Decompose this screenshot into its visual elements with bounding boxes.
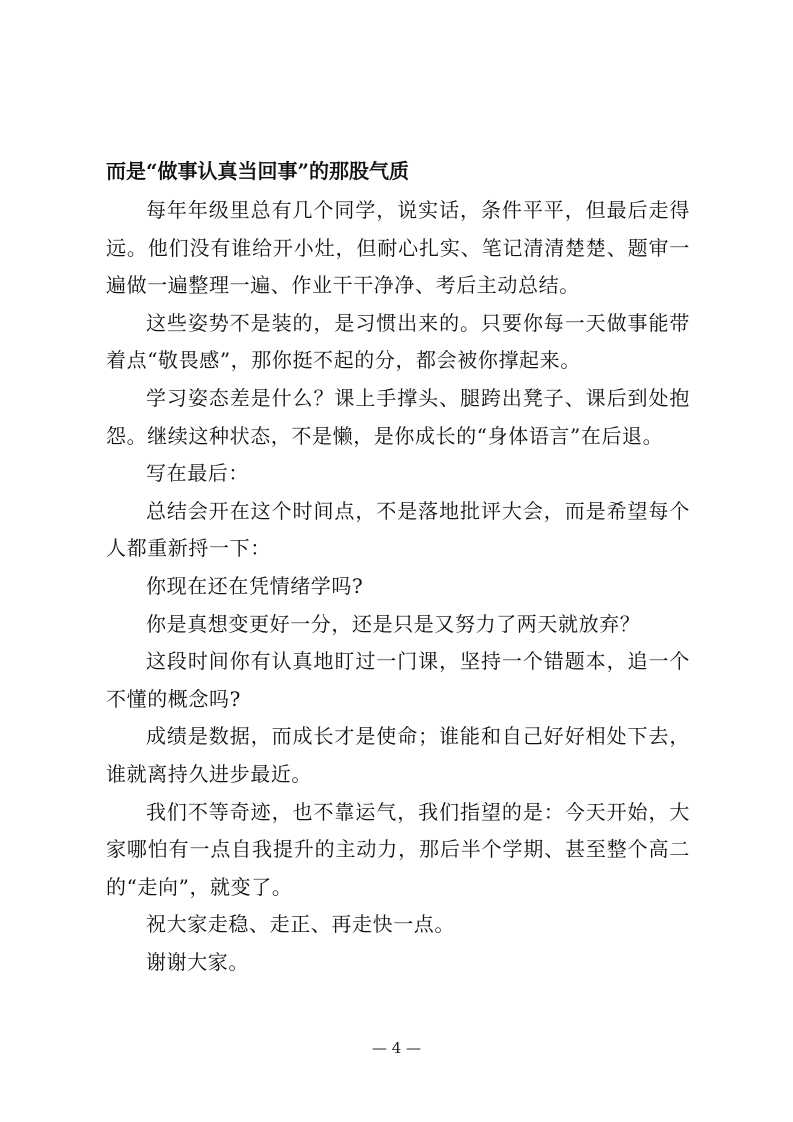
paragraph: 谢谢大家。 [146, 949, 249, 974]
paragraph: 成绩是数据，而成长才是使命；谁能和自己好好相处下去，谁就离持久进步最近。 [106, 724, 690, 786]
paragraph: 这段时间你有认真地盯过一门课，坚持一个错题本，追一个不懂的概念吗? [106, 649, 690, 711]
paragraph: 学习姿态差是什么？课上手撑头、腿跨出凳子、课后到处抱怨。继续这种状态，不是懒，是你成长的“身体语言”在后退。 [106, 385, 690, 448]
body-text [106, 192, 690, 981]
paragraph: 总结会开在这个时间点，不是落地批评大会，而是希望每个人都重新捋一下： [106, 498, 690, 561]
section-heading: 而是“做事认真当回事”的那股气质 [106, 159, 410, 183]
paragraph: 每年年级里总有几个同学，说实话，条件平平，但最后走得远。他们没有谁给开小灶，但耐心扎实、笔记清清楚楚、题审一遍做一遍整理一遍、作业干干净净、考后主动总结。 [106, 198, 690, 298]
paragraph: 祝大家走稳、走正、再走快一点。 [146, 912, 455, 937]
page-number: — 4 — [371, 1039, 422, 1057]
paragraph: 你现在还在凭情绪学吗? [146, 573, 364, 598]
paragraph: 这些姿势不是装的，是习惯出来的。只要你每一天做事能带着点“敬畏感”，那你挺不起的分，都会被你撑起来。 [106, 310, 690, 373]
paragraph: 写在最后： [146, 461, 249, 486]
paragraph: 你是真想变更好一分，还是只是又努力了两天就放弃？ [146, 611, 641, 636]
paragraph: 我们不等奇迹，也不靠运气，我们指望的是：今天开始，大家哪怕有一点自我提升的主动力，那后半个学期、甚至整个高二的“走向”，就变了。 [106, 799, 690, 899]
